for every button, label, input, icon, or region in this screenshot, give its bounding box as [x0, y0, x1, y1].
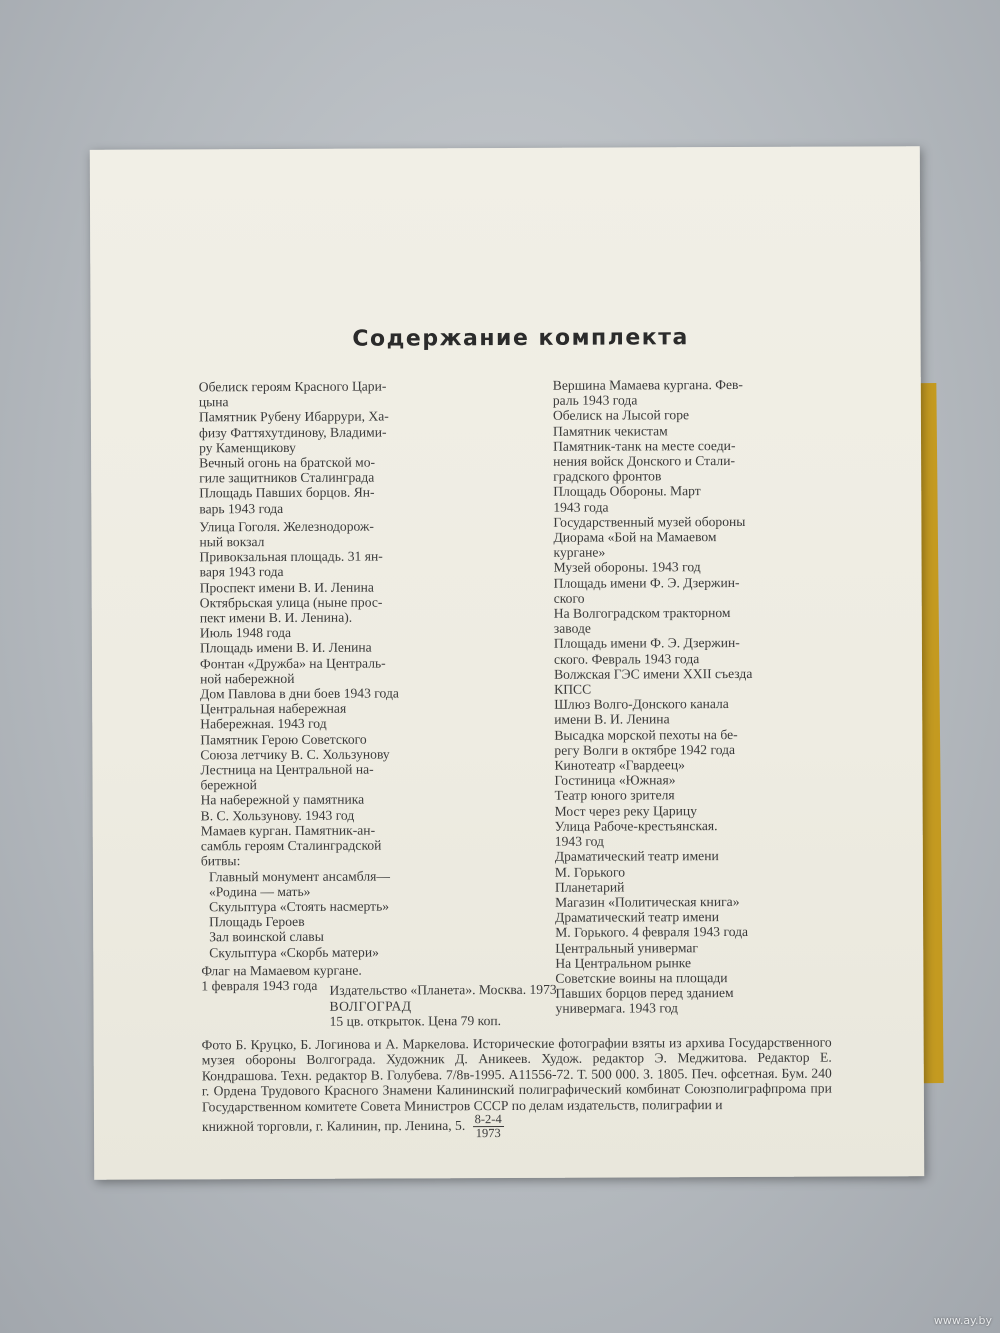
credits-block	[202, 1035, 832, 1142]
contents-entry-line: КПСС	[554, 681, 592, 697]
credits-text: Фото Б. Круцко, Б. Логинова и А. Маркелова. Исторические фотографии взяты из архива Государственного музея обороны Волгограда. Художник Д. Аникеев. Худож. редактор Э. Меджитова. Редактор Е. Кондрашова. Техн. редактор В. Голубева. 7/8в-1995. А11556-72. Т. 500 000. З. 1805. Печ. офсетная. Бум. 240 г. Ордена Трудового Красного Знамени Калининский полиграфический комбинат Союзполиграфпрома при Государственном комитете Совета Министров СССР по делам издательств, полиграфии и	[201, 1034, 832, 1114]
contents-entry-line: Мост через реку Царицу	[554, 802, 698, 819]
contents-entry-line: Памятник чекистам	[552, 422, 668, 439]
contents-entry-line: цына	[198, 394, 229, 410]
contents-entry-line: На Волгоградском тракторном	[553, 605, 731, 621]
contents-entry-line: варь 1943 года	[199, 500, 284, 516]
contents-entry-line: Скульптура «Стоять насмерть»	[209, 898, 390, 915]
contents-entry-line: самбль героям Сталинградской	[200, 837, 382, 854]
contents-entry-line: Государственный музей обороны	[553, 513, 746, 530]
credits-last-line	[202, 1112, 832, 1142]
contents-entry-line: универмага. 1943 год	[555, 1000, 678, 1017]
contents-entry-line: варя 1943 года	[199, 564, 284, 580]
contents-entry-line: Советские воины на площади	[555, 969, 728, 986]
contents-entry-line: Центральный универмаг	[555, 939, 698, 956]
contents-entry-line: Площадь Павших борцов. Ян-	[199, 484, 375, 501]
contents-entry-line: Привокзальная площадь. 31 ян-	[199, 548, 383, 565]
contents-entry-line: Вершина Мамаева кургана. Фев-	[552, 376, 743, 393]
contents-entry-line: Флаг на Мамаевом кургане.	[201, 962, 362, 979]
contents-entry-line: Улица Гоголя. Железнодорож-	[199, 518, 374, 535]
contents-left-column	[199, 378, 574, 994]
contents-entry-line: кургане»	[553, 544, 606, 561]
contents-entry-line: Набережная. 1943 год	[200, 716, 327, 732]
contents-entry-line: заводе	[553, 620, 591, 637]
contents-entry-line: На Центральном рынке	[555, 954, 692, 971]
contents-entry-line: Кинотеатр «Гвардеец»	[554, 757, 685, 773]
contents-entry-line: Площадь имени Ф. Э. Дзержин-	[553, 635, 740, 652]
contents-entry-line: Памятник Герою Советского	[200, 731, 367, 748]
contents-entry-line: имени В. И. Ленина	[554, 711, 670, 728]
contents-entry-line: В. С. Хользунову. 1943 год	[200, 807, 355, 824]
contents-entry-line: Зал воинской славы	[209, 929, 324, 945]
contents-entry-line: Мамаев курган. Памятник-ан-	[200, 822, 376, 839]
contents-entry-line: ной набережной	[200, 670, 295, 687]
contents-entry-line: Драматический театр имени	[555, 909, 720, 925]
fraction-top: 8-2-4	[473, 1113, 504, 1127]
contents-entry-line: ру Каменщикову	[199, 439, 296, 456]
contents-entry-line: ный вокзал	[199, 534, 265, 550]
contents-entry-line: «Родина — мать»	[208, 883, 311, 900]
contents-entry-line: Июль 1948 года	[199, 625, 292, 641]
contents-entry-line: бережной	[200, 777, 257, 793]
contents-entry-line: Главный монумент ансамбля—	[208, 868, 391, 884]
contents-entry-line: Октябрьская улица (ныне прос-	[199, 594, 383, 611]
contents-right-column	[553, 377, 826, 1017]
contents-entry-line: физу Фаттяхутдинову, Владими-	[198, 424, 387, 440]
contents-entry-line: Фонтан «Дружба» на Централь-	[199, 655, 386, 671]
watermark: www.ay.by	[933, 1314, 992, 1327]
contents-title: Содержание комплекта	[352, 325, 689, 352]
contents-entry-line: Памятник Рубену Ибаррури, Ха-	[198, 408, 389, 425]
contents-entry-line: Скульптура «Скорбь матери»	[209, 944, 379, 960]
contents-entry-line: раль 1943 года	[552, 392, 638, 409]
fraction-bottom: 1973	[475, 1126, 501, 1141]
contents-entry-line: 1943 год	[554, 833, 604, 849]
contents-entry-line: Магазин «Политическая книга»	[555, 893, 740, 910]
contents-entry-line: М. Горького	[554, 863, 626, 880]
contents-entry-line: Площадь Обороны. Март	[553, 483, 701, 500]
contents-entry-line: Вечный огонь на братской мо-	[199, 454, 376, 471]
print-code-fraction	[473, 1113, 504, 1140]
contents-entry-line: Площадь Героев	[209, 913, 305, 930]
contents-entry-line: Шлюз Волго-Донского канала	[554, 696, 729, 713]
contents-entry-line: пект имени В. И. Ленина).	[199, 609, 353, 626]
contents-entry-line: регу Волги в октябре 1942 года	[554, 741, 736, 758]
publisher-block	[329, 981, 749, 1029]
contents-entry-line: ского. Февраль 1943 года	[553, 650, 700, 667]
city-name: ВОЛГОГРАД	[329, 997, 412, 1014]
contents-entry-line: Планетарий	[554, 879, 625, 895]
contents-entry-line: Площадь имени В. И. Ленина	[199, 640, 372, 656]
publisher-line: Издательство «Планета». Москва. 1973	[329, 981, 557, 998]
contents-entry-line: гиле защитников Сталинграда	[199, 469, 375, 486]
contents-entry-line: Дом Павлова в дни боев 1943 года	[200, 685, 399, 702]
contents-entry-line: Драматический театр имени	[554, 848, 719, 865]
contents-entry-line: 1 февраля 1943 года	[201, 977, 318, 994]
contents-entry-line: Проспект имени В. И. Ленина	[199, 579, 374, 595]
contents-entry-line: 1943 года	[553, 499, 609, 515]
contents-entry-line: Волжская ГЭС имени XXII съезда	[554, 665, 753, 682]
credits-address: книжной торговли, г. Калинин, пр. Ленина, 5.	[201, 1117, 466, 1134]
contents-entry-line: Гостиница «Южная»	[554, 772, 676, 789]
contents-entry-line: Высадка морской пехоты на бе-	[554, 726, 738, 743]
postcard-set-back-cover	[90, 146, 924, 1180]
contents-entry-line: Диорама «Бой на Мамаевом	[553, 529, 717, 545]
contents-entry-line: ского	[553, 590, 585, 606]
contents-entry-line: Павших борцов перед зданием	[555, 985, 734, 1001]
contents-entry-line: Площадь имени Ф. Э. Дзержин-	[553, 574, 740, 591]
contents-entry-line: Обелиск героям Красного Цари-	[198, 378, 387, 395]
contents-entry-line: Союза летчику В. С. Хользунову	[200, 746, 390, 763]
contents-entry-line: нения войск Донского и Стали-	[553, 453, 736, 469]
contents-entry-line: Обелиск на Лысой горе	[552, 407, 690, 424]
price-line: 15 цв. открыток. Цена 79 коп.	[329, 1013, 502, 1029]
contents-entry-line: Лестница на Центральной на-	[200, 761, 374, 778]
contents-entry-line: градского фронтов	[553, 468, 662, 485]
contents-entry-line: Центральная набережная	[200, 700, 347, 717]
contents-entry-line: битвы:	[200, 853, 241, 869]
contents-entry-line: Улица Рабоче-крестьянская.	[554, 817, 718, 834]
contents-entry-line: На набережной у памятника	[200, 792, 365, 808]
contents-entry-line: Музей обороны. 1943 год	[553, 559, 701, 576]
contents-entry-line: Театр юного зрителя	[554, 787, 675, 804]
contents-entry-line: М. Горького. 4 февраля 1943 года	[555, 924, 749, 941]
contents-entry-line: Памятник-танк на месте соеди-	[553, 437, 736, 454]
